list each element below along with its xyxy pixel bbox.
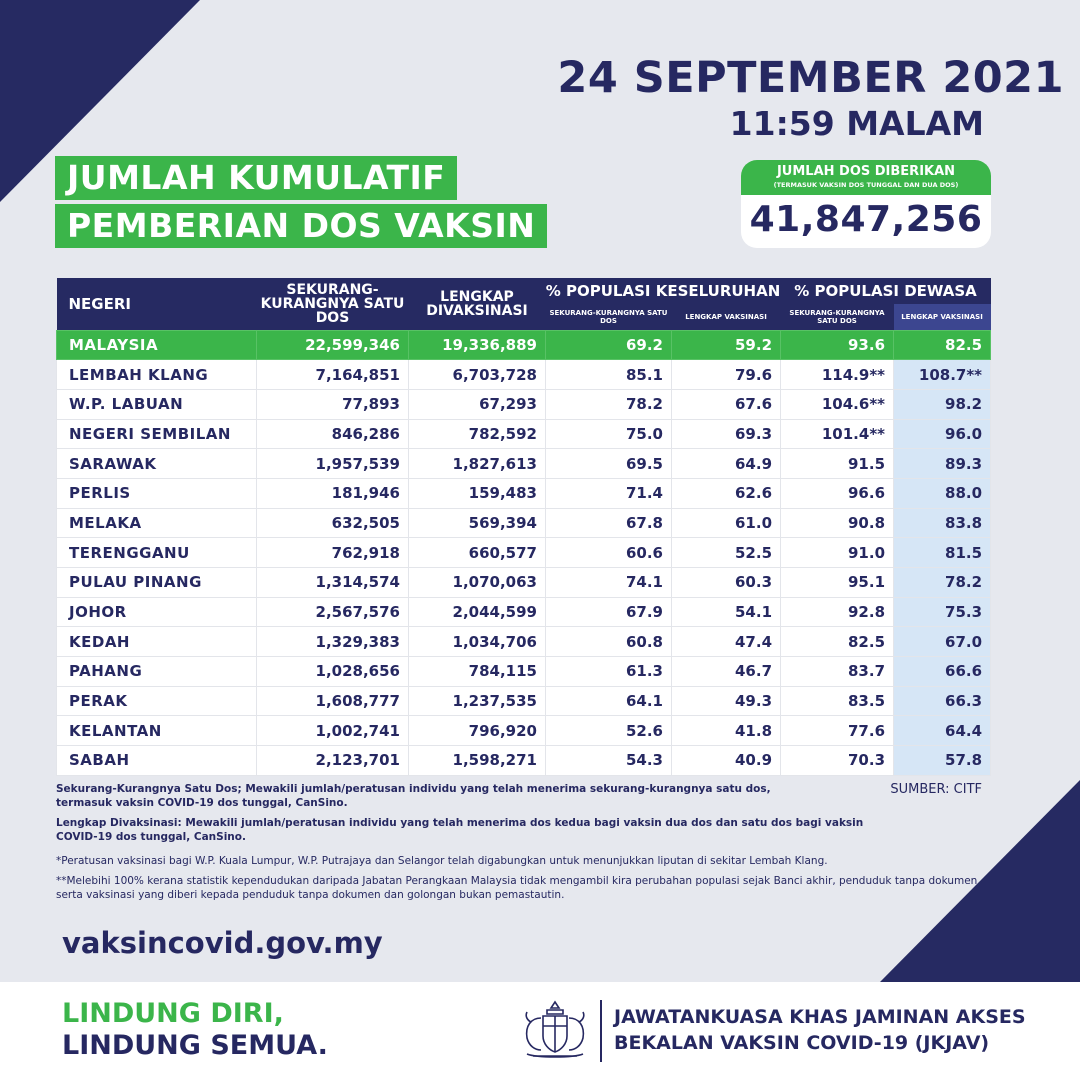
cell-value: 96.0 [894,419,991,449]
note-lembah-klang: *Peratusan vaksinasi bagi W.P. Kuala Lumpur, W.P. Putrajaya dan Selangor telah digabungkan untuk menunjukkan liputan di sekitar Lembah Klang. [56,855,828,867]
table-row [57,686,991,716]
slogan [62,998,328,1062]
cell-value: 846,286 [257,419,409,449]
cell-value: 64.9 [672,449,781,479]
cell-value: 98.2 [894,389,991,419]
cell-value: 59.2 [672,330,781,360]
total-doses-sublabel: (TERMASUK VAKSIN DOS TUNGGAL DAN DUA DOS) [773,181,959,189]
cell-value: 83.8 [894,508,991,538]
total-doses-value: 41,847,256 [749,199,983,240]
cell-value: 60.6 [546,538,672,568]
cell-value: 762,918 [257,538,409,568]
cell-value: 77.6 [781,716,894,746]
table-row [57,568,991,598]
state-name: PERAK [57,686,257,716]
cell-value: 1,314,574 [257,568,409,598]
table-row [57,389,991,419]
state-name: TERENGGANU [57,538,257,568]
state-name: PULAU PINANG [57,568,257,598]
cell-value: 75.3 [894,597,991,627]
cell-value: 90.8 [781,508,894,538]
cell-value: 632,505 [257,508,409,538]
table-row [57,538,991,568]
state-name: LEMBAH KLANG [57,360,257,390]
table-row-malaysia [57,330,991,360]
table-row [57,627,991,657]
state-name: KEDAH [57,627,257,657]
cell-value: 71.4 [546,478,672,508]
cell-value: 69.5 [546,449,672,479]
page-title [55,156,547,248]
state-name: SARAWAK [57,449,257,479]
header-satu-dos: SEKURANG-KURANGNYA SATU DOS [257,278,409,330]
slogan-line-2: LINDUNG SEMUA. [62,1030,328,1061]
cell-value: 1,608,777 [257,686,409,716]
state-name: PAHANG [57,657,257,687]
cell-value: 66.6 [894,657,991,687]
cell-value: 1,827,613 [409,449,546,479]
malaysia-coat-of-arms-icon [517,998,593,1062]
organization-name [614,1004,1026,1056]
cell-value: 82.5 [781,627,894,657]
state-name: KELANTAN [57,716,257,746]
cell-value: 67.0 [894,627,991,657]
state-name: MELAKA [57,508,257,538]
cell-value: 101.4** [781,419,894,449]
cell-value: 81.5 [894,538,991,568]
cell-value: 52.5 [672,538,781,568]
title-line-2: PEMBERIAN DOS VAKSIN [55,204,547,248]
cell-value: 782,592 [409,419,546,449]
date-text: 24 SEPTEMBER 2021 [557,53,1064,103]
cell-value: 104.6** [781,389,894,419]
cell-value: 83.5 [781,686,894,716]
cell-value: 108.7** [894,360,991,390]
cell-value: 93.6 [781,330,894,360]
cell-value: 78.2 [894,568,991,598]
source-label: SUMBER: CITF [890,782,982,797]
cell-value: 67.8 [546,508,672,538]
header-pop-dewasa: % POPULASI DEWASA [781,278,991,304]
cell-value: 1,957,539 [257,449,409,479]
note-lengkap: Lengkap Divaksinasi: Mewakili jumlah/peratusan individu yang telah menerima dos kedua bagi vaksin dua dos dan satu dos bagi vaksin COVID-19 dos tunggal, CanSino. [56,817,864,843]
state-name: MALAYSIA [57,330,257,360]
vaccination-table [56,278,991,776]
cell-value: 1,002,741 [257,716,409,746]
cell-value: 82.5 [894,330,991,360]
cell-value: 78.2 [546,389,672,419]
state-name: JOHOR [57,597,257,627]
cell-value: 95.1 [781,568,894,598]
cell-value: 67.9 [546,597,672,627]
cell-value: 49.3 [672,686,781,716]
cell-value: 2,123,701 [257,746,409,776]
table-row [57,746,991,776]
cell-value: 62.6 [672,478,781,508]
cell-value: 91.0 [781,538,894,568]
footer-divider [600,1000,602,1062]
cell-value: 2,044,599 [409,597,546,627]
cell-value: 61.0 [672,508,781,538]
total-doses-header [741,160,991,195]
cell-value: 2,567,576 [257,597,409,627]
table-row [57,657,991,687]
cell-value: 60.8 [546,627,672,657]
time-text: 11:59 MALAM [729,104,984,143]
cell-value: 67.6 [672,389,781,419]
cell-value: 22,599,346 [257,330,409,360]
cell-value: 52.6 [546,716,672,746]
cell-value: 70.3 [781,746,894,776]
website-link[interactable]: vaksincovid.gov.my [62,926,383,960]
org-line-2: BEKALAN VAKSIN COVID-19 (JKJAV) [614,1032,990,1054]
cell-value: 796,920 [409,716,546,746]
cell-value: 74.1 [546,568,672,598]
total-doses-card [741,160,991,248]
cell-value: 1,034,706 [409,627,546,657]
cell-value: 54.3 [546,746,672,776]
cell-value: 92.8 [781,597,894,627]
cell-value: 91.5 [781,449,894,479]
subheader-dewasa-satu: SEKURANG-KURANGNYA SATU DOS [781,304,894,330]
header-negeri: NEGERI [57,278,257,330]
cell-value: 77,893 [257,389,409,419]
table-row [57,478,991,508]
cell-value: 1,598,271 [409,746,546,776]
cell-value: 569,394 [409,508,546,538]
cell-value: 181,946 [257,478,409,508]
cell-value: 61.3 [546,657,672,687]
state-name: PERLIS [57,478,257,508]
cell-value: 7,164,851 [257,360,409,390]
state-name: W.P. LABUAN [57,389,257,419]
cell-value: 46.7 [672,657,781,687]
cell-value: 83.7 [781,657,894,687]
notes [56,782,986,908]
cell-value: 159,483 [409,478,546,508]
cell-value: 41.8 [672,716,781,746]
cell-value: 114.9** [781,360,894,390]
cell-value: 19,336,889 [409,330,546,360]
subheader-dewasa-lengkap: LENGKAP VAKSINASI [894,304,991,330]
table-row [57,449,991,479]
date-block [557,52,1064,144]
state-name: NEGERI SEMBILAN [57,419,257,449]
table-body [57,330,991,775]
cell-value: 69.3 [672,419,781,449]
cell-value: 67,293 [409,389,546,419]
cell-value: 40.9 [672,746,781,776]
cell-value: 96.6 [781,478,894,508]
cell-value: 88.0 [894,478,991,508]
cell-value: 85.1 [546,360,672,390]
subheader-total-satu: SEKURANG-KURANGNYA SATU DOS [546,304,672,330]
note-satu-dos: Sekurang-Kurangnya Satu Dos; Mewakili jumlah/peratusan individu yang telah menerima sekurang-kurangnya satu dos, termasuk vaksin COVID-19 dos tunggal, CanSino. [56,783,771,809]
state-name: SABAH [57,746,257,776]
table-row [57,508,991,538]
title-line-1: JUMLAH KUMULATIF [55,156,457,200]
cell-value: 1,028,656 [257,657,409,687]
cell-value: 784,115 [409,657,546,687]
table-row [57,419,991,449]
cell-value: 75.0 [546,419,672,449]
cell-value: 69.2 [546,330,672,360]
cell-value: 1,237,535 [409,686,546,716]
cell-value: 64.1 [546,686,672,716]
header-pop-total: % POPULASI KESELURUHAN [546,278,781,304]
footer [0,982,1080,1080]
cell-value: 54.1 [672,597,781,627]
org-line-1: JAWATANKUASA KHAS JAMINAN AKSES [614,1006,1026,1028]
cell-value: 47.4 [672,627,781,657]
cell-value: 660,577 [409,538,546,568]
cell-value: 60.3 [672,568,781,598]
cell-value: 66.3 [894,686,991,716]
cell-value: 1,070,063 [409,568,546,598]
cell-value: 57.8 [894,746,991,776]
cell-value: 64.4 [894,716,991,746]
total-doses-label: JUMLAH DOS DIBERIKAN [776,164,956,179]
cell-value: 1,329,383 [257,627,409,657]
cell-value: 6,703,728 [409,360,546,390]
table-row [57,716,991,746]
cell-value: 89.3 [894,449,991,479]
table-row [57,360,991,390]
header-lengkap: LENGKAP DIVAKSINASI [409,278,546,330]
slogan-line-1: LINDUNG DIRI, [62,998,284,1029]
subheader-total-lengkap: LENGKAP VAKSINASI [672,304,781,330]
cell-value: 79.6 [672,360,781,390]
table-row [57,597,991,627]
note-over-100: **Melebihi 100% kerana statistik kependudukan daripada Jabatan Perangkaan Malaysia tidak mengambil kira perubahan populasi sejak Banci akhir, penduduk tanpa dokumen serta vaksinasi yang diberi kepada penduduk tanpa dokumen dan golongan bukan pemastautin. [56,875,978,901]
